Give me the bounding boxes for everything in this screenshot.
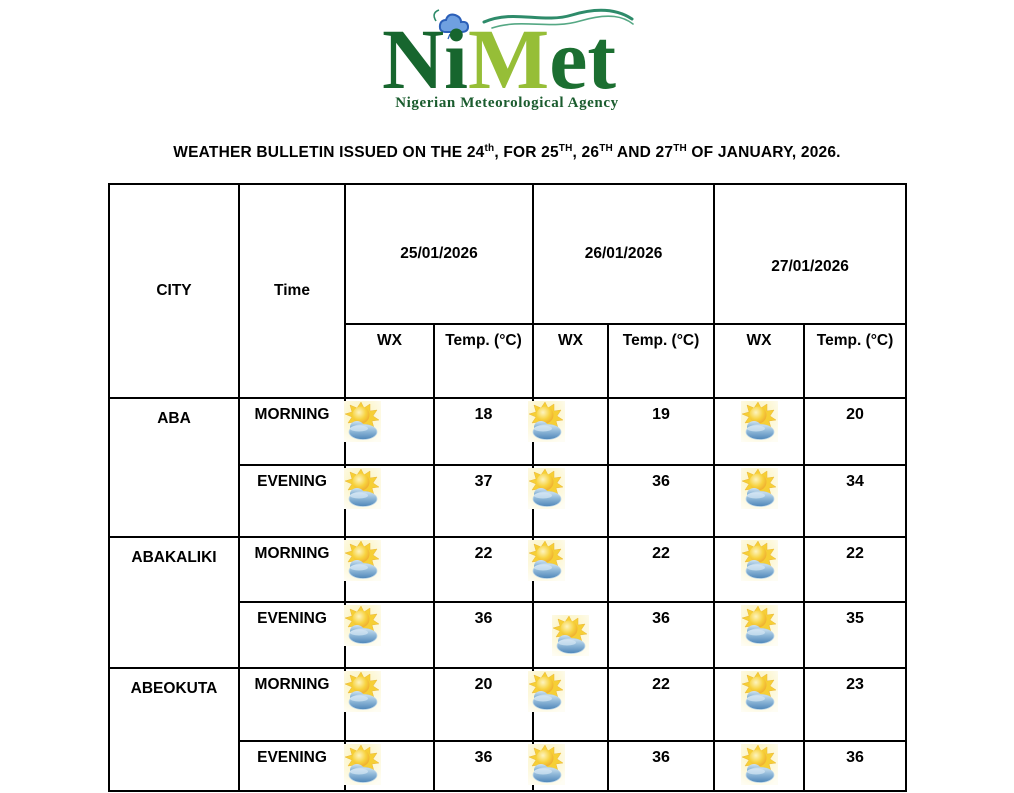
partly-cloudy-icon xyxy=(344,468,381,509)
wx-cell xyxy=(533,602,608,668)
partly-cloudy-icon xyxy=(741,401,778,442)
temp-value: 22 xyxy=(608,668,714,741)
nimet-logo-graphic xyxy=(380,6,634,114)
time-label: MORNING xyxy=(239,537,345,602)
header-date-25: 25/01/2026 xyxy=(345,184,533,324)
time-label: EVENING xyxy=(239,602,345,668)
header-date-27: 27/01/2026 xyxy=(714,184,906,324)
temp-value: 22 xyxy=(608,537,714,602)
wx-cell xyxy=(714,741,804,791)
wx-cell xyxy=(345,537,434,602)
wx-cell xyxy=(714,398,804,465)
temp-value: 20 xyxy=(804,398,906,465)
time-label: MORNING xyxy=(239,398,345,465)
temp-value: 36 xyxy=(608,741,714,791)
partly-cloudy-icon xyxy=(528,671,565,712)
temp-value: 35 xyxy=(804,602,906,668)
title-sup: TH xyxy=(558,143,573,154)
temp-value: 34 xyxy=(804,465,906,537)
partly-cloudy-icon xyxy=(344,540,381,581)
title-sup: TH xyxy=(673,143,687,154)
temp-value: 22 xyxy=(434,537,533,602)
partly-cloudy-icon xyxy=(552,615,589,656)
temp-value: 19 xyxy=(608,398,714,465)
header-city: CITY xyxy=(109,184,239,398)
temp-value: 23 xyxy=(804,668,906,741)
header-wx-25: WX xyxy=(345,324,434,398)
temp-value: 22 xyxy=(804,537,906,602)
time-label: EVENING xyxy=(239,465,345,537)
wx-cell xyxy=(533,465,608,537)
city-name: ABA xyxy=(109,398,239,537)
title-text: AND 27 xyxy=(612,144,674,162)
partly-cloudy-icon xyxy=(344,744,381,785)
wx-cell xyxy=(345,602,434,668)
title-text: , FOR 25 xyxy=(494,144,559,162)
bulletin-title xyxy=(0,143,1014,162)
wx-cell xyxy=(533,668,608,741)
title-sup: th xyxy=(484,143,495,154)
header-wx-26: WX xyxy=(533,324,608,398)
wx-cell xyxy=(345,465,434,537)
wx-cell xyxy=(533,741,608,791)
forecast-table xyxy=(108,183,907,792)
temp-value: 36 xyxy=(434,741,533,791)
partly-cloudy-icon xyxy=(741,540,778,581)
header-temp-27: Temp. (°C) xyxy=(804,324,906,398)
wx-cell xyxy=(533,398,608,465)
wx-cell xyxy=(533,537,608,602)
city-name: ABEOKUTA xyxy=(109,668,239,791)
partly-cloudy-icon xyxy=(528,744,565,785)
wx-cell xyxy=(714,537,804,602)
partly-cloudy-icon xyxy=(741,744,778,785)
partly-cloudy-icon xyxy=(528,468,565,509)
header-temp-25: Temp. (°C) xyxy=(434,324,533,398)
partly-cloudy-icon xyxy=(344,605,381,646)
time-label: EVENING xyxy=(239,741,345,791)
temp-value: 36 xyxy=(804,741,906,791)
header-time: Time xyxy=(239,184,345,398)
wx-cell xyxy=(345,398,434,465)
temp-value: 36 xyxy=(608,465,714,537)
table-row xyxy=(109,668,906,741)
temp-value: 36 xyxy=(434,602,533,668)
nimet-wordmark: NiMet xyxy=(382,11,616,107)
partly-cloudy-icon xyxy=(741,671,778,712)
title-text: WEATHER BULLETIN ISSUED ON THE 24 xyxy=(173,144,485,162)
title-sup: TH xyxy=(599,143,613,154)
partly-cloudy-icon xyxy=(741,605,778,646)
partly-cloudy-icon xyxy=(528,401,565,442)
temp-value: 20 xyxy=(434,668,533,741)
nimet-logo xyxy=(0,0,1014,119)
partly-cloudy-icon xyxy=(344,671,381,712)
logo-tagline: Nigerian Meteorological Agency xyxy=(395,95,619,111)
partly-cloudy-icon xyxy=(344,401,381,442)
city-name: ABAKALIKI xyxy=(109,537,239,668)
wx-cell xyxy=(714,668,804,741)
table-row xyxy=(109,398,906,465)
wx-cell xyxy=(345,668,434,741)
partly-cloudy-icon xyxy=(741,468,778,509)
time-label: MORNING xyxy=(239,668,345,741)
temp-value: 18 xyxy=(434,398,533,465)
header-temp-26: Temp. (°C) xyxy=(608,324,714,398)
wx-cell xyxy=(714,465,804,537)
temp-value: 37 xyxy=(434,465,533,537)
wx-cell xyxy=(714,602,804,668)
title-text: , 26 xyxy=(572,144,600,162)
header-wx-27: WX xyxy=(714,324,804,398)
header-date-26: 26/01/2026 xyxy=(533,184,714,324)
table-row xyxy=(109,537,906,602)
wx-cell xyxy=(345,741,434,791)
title-text: OF JANUARY, 2026. xyxy=(686,144,841,162)
partly-cloudy-icon xyxy=(528,540,565,581)
temp-value: 36 xyxy=(608,602,714,668)
